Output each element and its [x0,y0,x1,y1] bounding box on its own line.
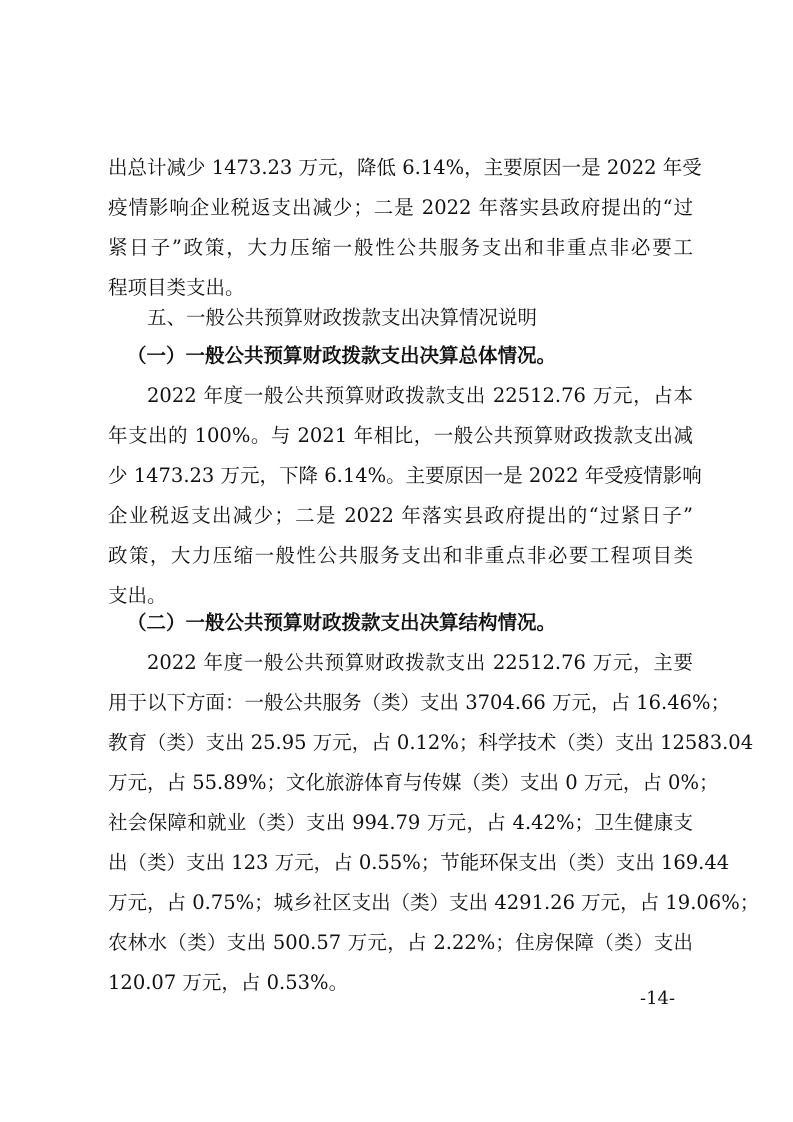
paragraph-line: 教育（类）支出 25.95 万元，占 0.12%；科学技术（类）支出 12583.04 [108,731,754,754]
paragraph-line: 2022 年度一般公共预算财政拨款支出 22512.76 万元，占本 [147,384,693,407]
paragraph-line: 紧日子”政策，大力压缩一般性公共服务支出和非重点非必要工 [108,236,693,259]
paragraph-line: 少 1473.23 万元，下降 6.14%。主要原因一是 2022 年受疫情影响 [108,464,702,487]
page-number: -14- [640,988,676,1009]
paragraph-line: 企业税返支出减少；二是 2022 年落实县政府提出的“过紧日子” [108,504,693,527]
paragraph-line: 支出。 [108,584,167,607]
paragraph-line: 万元，占 55.89%；文化旅游体育与传媒（类）支出 0 万元，占 0%； [108,771,719,794]
paragraph-line: 用于以下方面：一般公共服务（类）支出 3704.66 万元，占 16.46%； [108,691,731,714]
paragraph-line: 出总计减少 1473.23 万元，降低 6.14%，主要原因一是 2022 年受 [108,156,702,179]
paragraph-line: 年支出的 100%。与 2021 年相比，一般公共预算财政拨款支出减 [108,424,693,447]
paragraph-line: 政策，大力压缩一般性公共服务支出和非重点非必要工程项目类 [108,544,693,567]
paragraph-line: 出（类）支出 123 万元，占 0.55%；节能环保支出（类）支出 169.44 [108,851,730,874]
paragraph-line: 疫情影响企业税返支出减少；二是 2022 年落实县政府提出的“过 [108,196,693,219]
paragraph-line: 农林水（类）支出 500.57 万元，占 2.22%；住房保障（类）支出 [108,931,693,954]
section-heading: 五、一般公共预算财政拨款支出决算情况说明 [147,306,538,329]
paragraph-line: 社会保障和就业（类）支出 994.79 万元，占 4.42%；卫生健康支 [108,811,693,834]
subsection-heading: （一）一般公共预算财政拨款支出决算总体情况。 [127,344,557,367]
subsection-heading: （二）一般公共预算财政拨款支出决算结构情况。 [127,611,557,634]
paragraph-line: 万元，占 0.75%；城乡社区支出（类）支出 4291.26 万元，占 19.06%； [108,891,760,914]
paragraph-line: 120.07 万元，占 0.53%。 [108,971,349,994]
paragraph-line: 程项目类支出。 [108,276,245,299]
paragraph-line: 2022 年度一般公共预算财政拨款支出 22512.76 万元，主要 [147,651,693,674]
